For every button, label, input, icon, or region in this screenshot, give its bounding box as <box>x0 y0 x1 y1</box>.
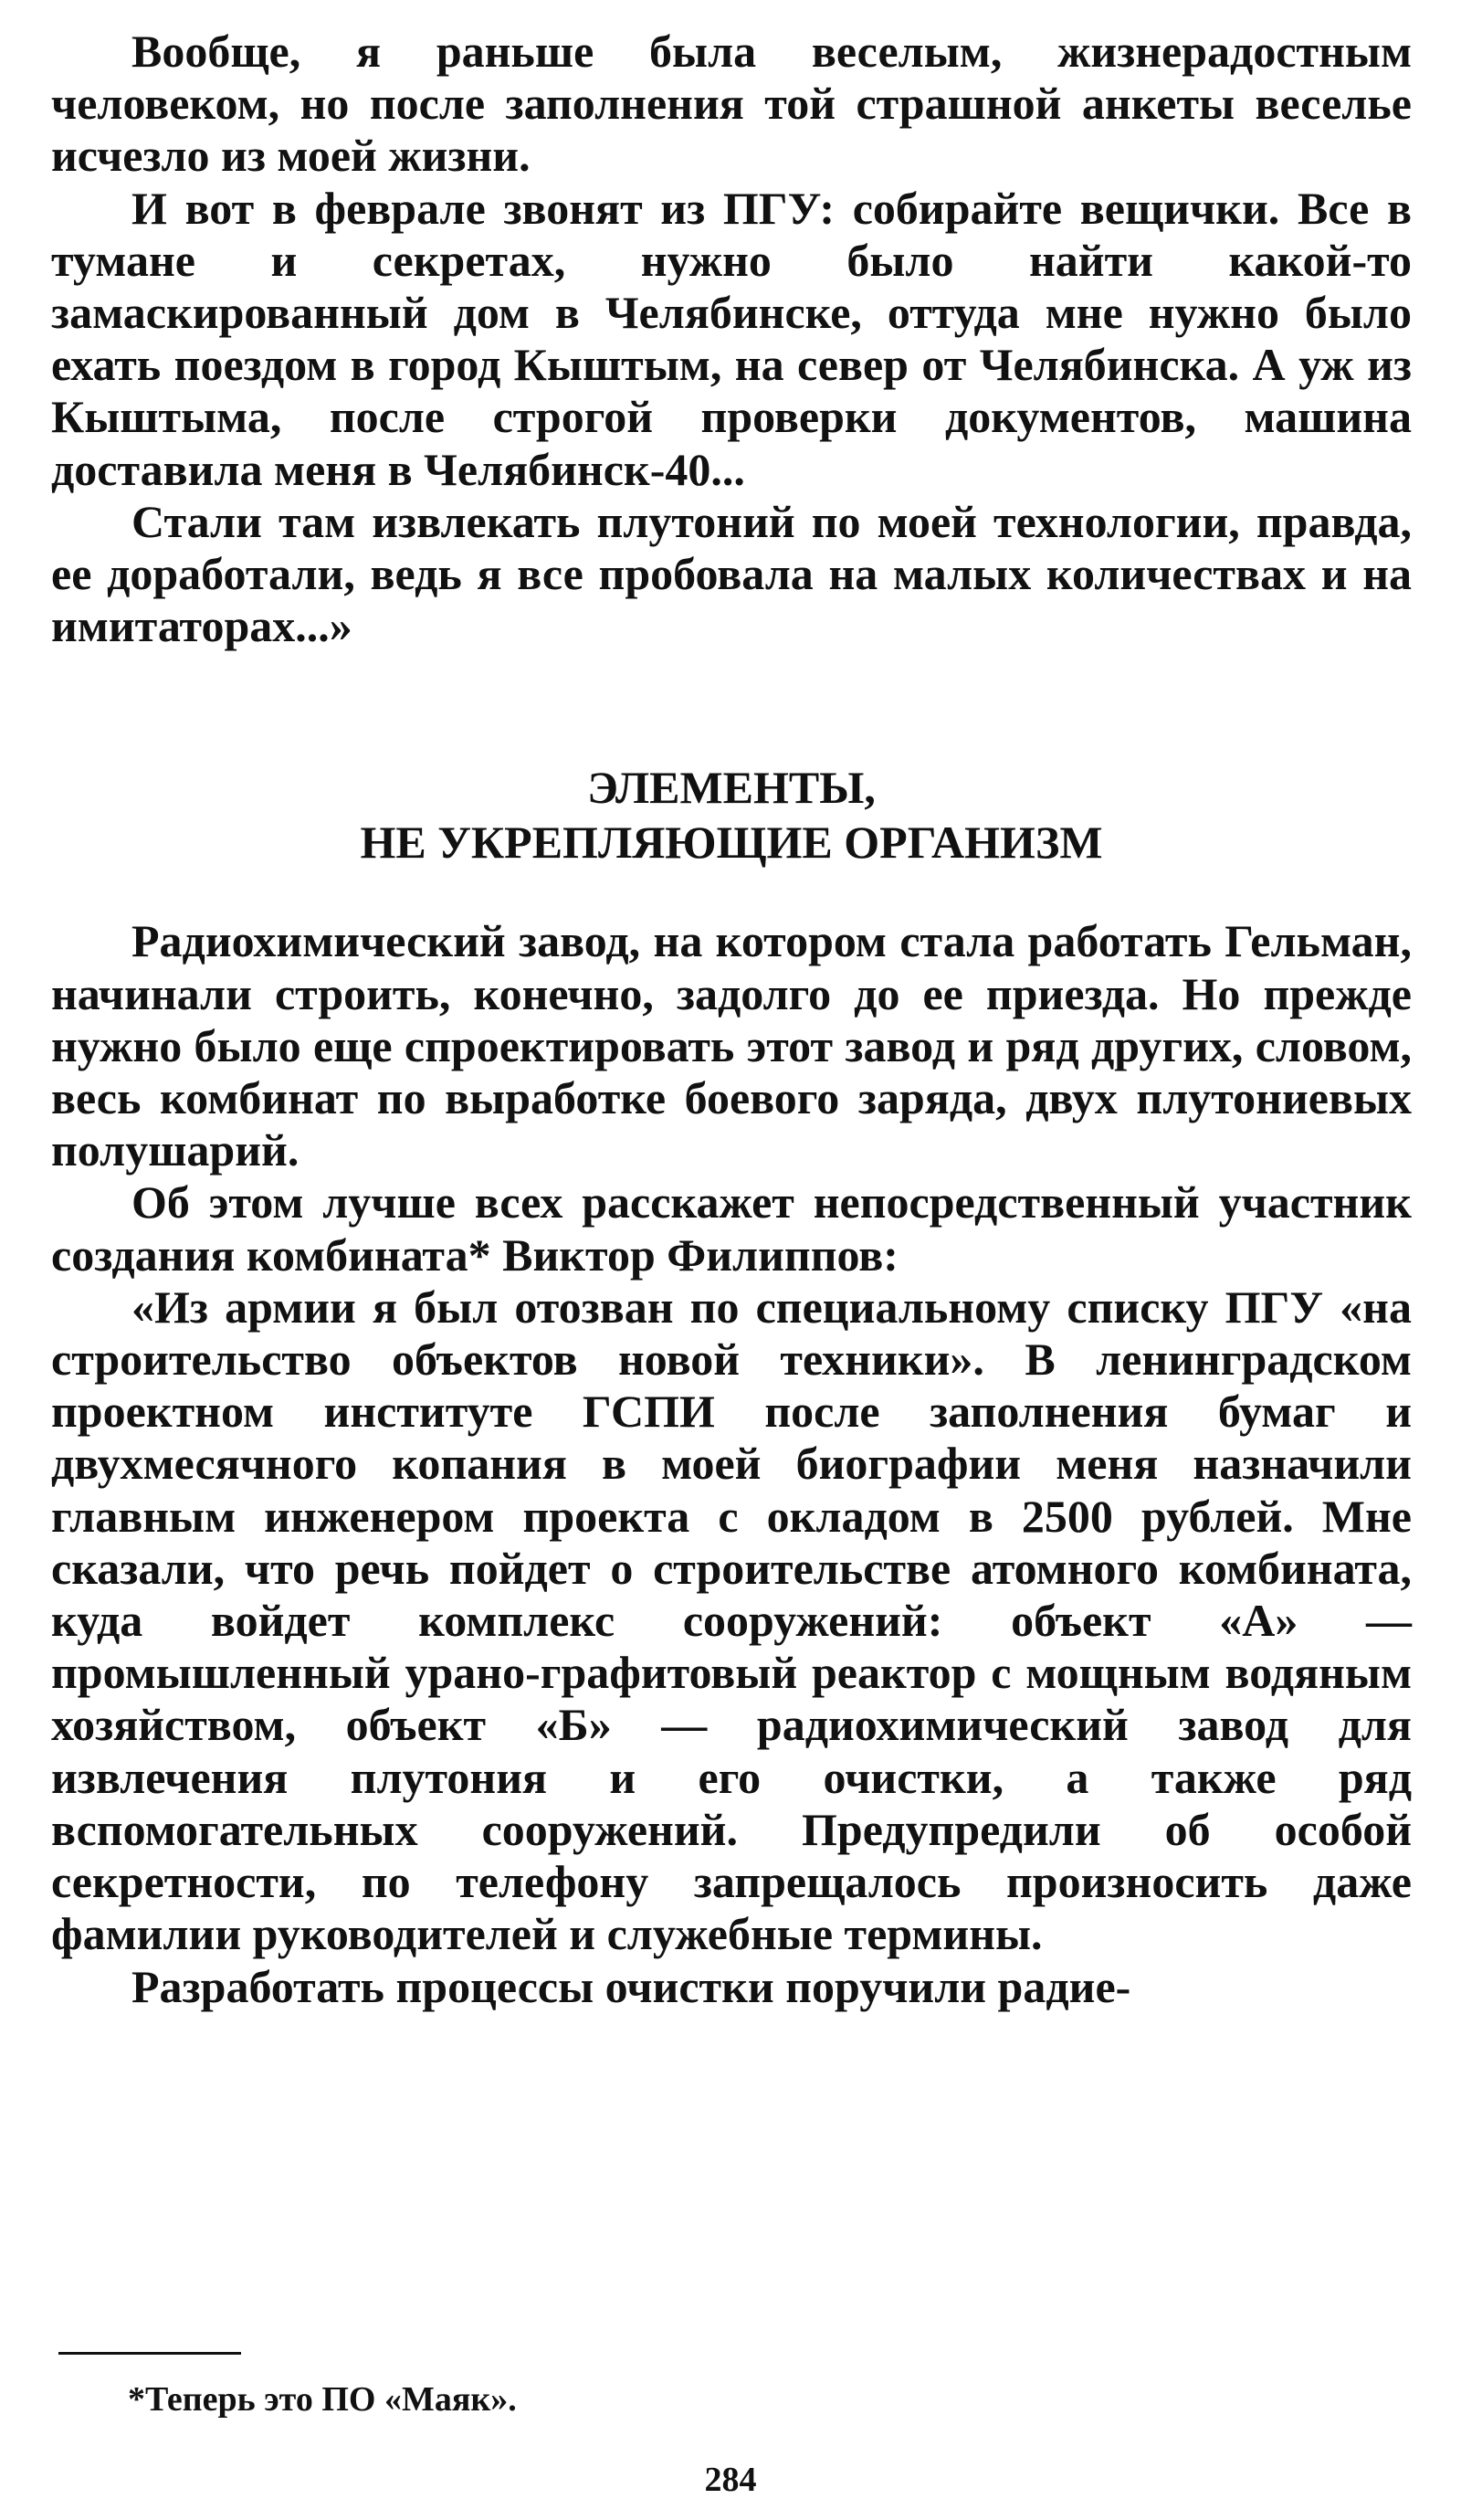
section-heading-line-1: ЭЛЕМЕНТЫ, <box>587 762 876 814</box>
page-number: 284 <box>704 2461 757 2499</box>
paragraph-6: «Из армии я был отозван по специальному списку ПГУ «на строительство объектов новой техники». В ленинградском проектном институте ГСПИ после заполнения бумаг и двухмесячного копания в моей биографии меня назначили главным инженером проекта с окладом в 2500 рублей. Мне сказали, что речь пойдет о строительстве атомного комбината, куда войдет комплекс сооружений: объект «А» — промышленный урано-графитовый реактор с мощным водяным хозяйством, объект «Б» — радиохимический завод для извлечения плутония и его очистки, а также ряд вспомогательных сооружений. Предупредили об особой секретности, по телефону запрещалось произносить даже фамилии руководителей и служебные термины. <box>51 1281 1412 1960</box>
paragraph-5: Об этом лучше всех расскажет непосредственный участник создания комбината* Виктор Филиппов: <box>51 1176 1412 1281</box>
section-heading-line-2: НЕ УКРЕПЛЯЮЩИЕ ОРГАНИЗМ <box>360 817 1103 869</box>
paragraph-4: Радиохимический завод, на котором стала работать Гельман, начинали строить, конечно, задолго до ее приезда. Но прежде нужно было еще спроектировать этот завод и ряд других, словом, весь комбинат по выработке боевого заряда, двух плутониевых полушарий. <box>51 915 1412 1176</box>
section-heading <box>51 760 1412 870</box>
paragraph-3: Стали там извлекать плутоний по моей технологии, правда, ее доработали, ведь я все пробовала на малых количествах и на имитаторах...» <box>51 495 1412 652</box>
footnote: *Теперь это ПО «Маяк». <box>128 2380 517 2419</box>
page-body <box>51 26 1412 2013</box>
paragraph-1: Вообще, я раньше была веселым, жизнерадостным человеком, но после заполнения той страшной анкеты веселье исчезло из моей жизни. <box>51 26 1412 182</box>
footnote-divider <box>58 2352 241 2355</box>
paragraph-2: И вот в феврале звонят из ПГУ: собирайте вещички. Все в тумане и секретах, нужно было найти какой-то замаскированный дом в Челябинске, оттуда мне нужно было ехать поездом в город Кыштым, на север от Челябинска. А уж из Кыштыма, после строгой проверки документов, машина доставила меня в Челябинск-40... <box>51 182 1412 495</box>
paragraph-7: Разработать процессы очистки поручили радие- <box>131 1960 1131 2012</box>
